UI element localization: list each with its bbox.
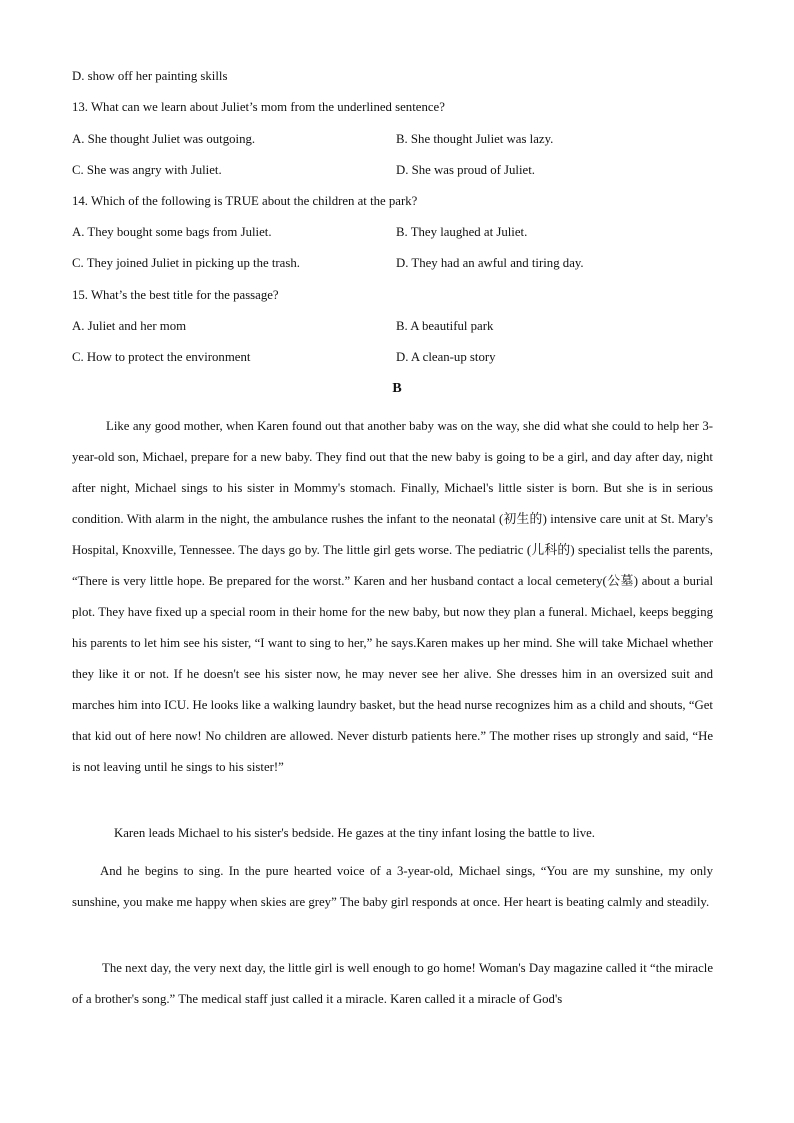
q15-option-d: D. A clean-up story [396,350,496,364]
q13-option-a: A. She thought Juliet was outgoing. [72,132,256,146]
passage-paragraph-4 [72,953,713,1015]
q12-option-d: D. show off her painting skills [72,69,228,83]
q14-option-a: A. They bought some bags from Juliet. [72,225,272,239]
q14-option-d: D. They had an awful and tiring day. [396,256,584,270]
q13-option-c: C. She was angry with Juliet. [72,163,222,177]
q13-option-d: D. She was proud of Juliet. [396,163,535,177]
paragraph-text: Karen leads Michael to his sister's bedside. He gazes at the tiny infant losing the battle to live. [114,826,595,840]
q15-option-c: C. How to protect the environment [72,350,251,364]
q15-option-b: B. A beautiful park [396,319,494,333]
paragraph-text: And he begins to sing. In the pure hearted voice of a 3-year-old, Michael sings, “You are my sunshine, my only sunshine, you make me happy when skies are grey” The baby girl responds at once. Her heart is beating calmly and steadily. [72,864,713,909]
paragraph-text: Like any good mother, when Karen found out that another baby was on the way, she did what she could to help her 3-year-old son, Michael, prepare for a new baby. They find out that the new baby is going to be a girl, and day after day, night after night, Michael sings to his sister in Mommy's stomach. Finally, Michael's little sister is born. But she is in serious condition. With alarm in the night, the ambulance rushes the infant to the neonatal (初生的) intensive care unit at St. Mary's Hospital, Knoxville, Tennessee. The days go by. The little girl gets worse. The pediatric (儿科的) specialist tells the parents, “There is very little hope. Be prepared for the worst.” Karen and her husband contact a local cemetery(公墓) about a burial plot. They have fixed up a special room in their home for the new baby, but now they plan a funeral. Michael, keeps begging his parents to let him see his sister, “I want to sing to her,” he says.Karen makes up her mind. She will take Michael whether they like it or not. If he doesn't see his sister now, he may never see her alive. She dresses him in an oversized suit and marches him into ICU. He looks like a walking laundry basket, but the head nurse recognizes him as a child and shouts, “Get that kid out of here now! No children are allowed. Never disturb patients here.” The mother rises up strongly and said, “He is not leaving until he sings to his sister!” [72,419,713,774]
passage-paragraph-3 [72,856,713,918]
passage-paragraph-1 [72,411,713,783]
q15-option-a: A. Juliet and her mom [72,319,187,333]
paragraph-text: The next day, the very next day, the little girl is well enough to go home! Woman's Day magazine called it “the miracle of a brother's song.” The medical staff just called it a miracle. Karen called it a miracle of God's [72,961,713,1006]
passage-paragraph-2 [72,818,713,849]
q15-stem: 15. What’s the best title for the passage? [72,288,279,302]
q13-stem: 13. What can we learn about Juliet’s mom from the underlined sentence? [72,100,445,114]
q14-stem: 14. Which of the following is TRUE about the children at the park? [72,194,418,208]
q14-option-b: B. They laughed at Juliet. [396,225,528,239]
section-heading: B [392,381,402,396]
q14-option-c: C. They joined Juliet in picking up the trash. [72,256,300,270]
q13-option-b: B. She thought Juliet was lazy. [396,132,554,146]
